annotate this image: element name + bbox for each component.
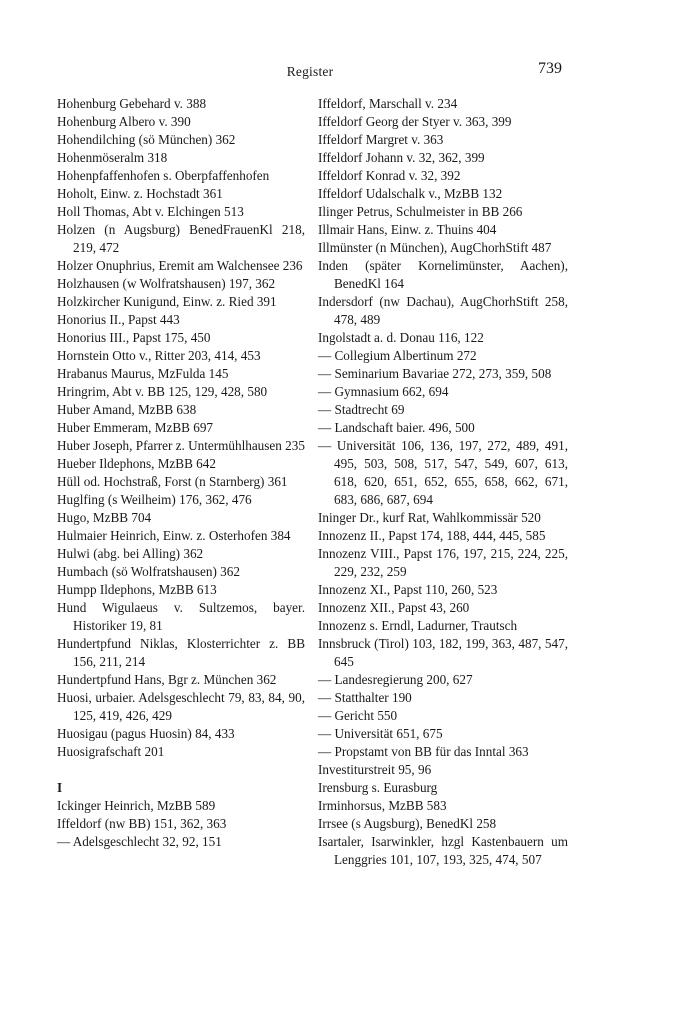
index-entry: Huber Emmeram, MzBB 697 — [57, 420, 214, 435]
index-entry: — Propstamt von BB für das Inntal 363 — [318, 744, 529, 759]
index-entry: Huglfing (s Weilheim) 176, 362, 476 — [57, 492, 252, 507]
index-entry: Irminhorsus, MzBB 583 — [318, 798, 447, 813]
index-entry: Holzen (n Augsburg) BenedFrauenKl 218, 219, 472 — [57, 222, 305, 255]
section-letter-heading: I — [57, 780, 63, 795]
index-entry: Hornstein Otto v., Ritter 203, 414, 453 — [57, 348, 261, 363]
index-entry: Hringrim, Abt v. BB 125, 129, 428, 580 — [57, 384, 268, 399]
index-entry: Holzhausen (w Wolfratshausen) 197, 362 — [57, 276, 276, 291]
index-entry: Holl Thomas, Abt v. Elchingen 513 — [57, 204, 244, 219]
index-entry: Iffeldorf Margret v. 363 — [318, 132, 444, 147]
index-entry: Iffeldorf, Marschall v. 234 — [318, 96, 458, 111]
index-entry: Hohenburg Albero v. 390 — [57, 114, 191, 129]
index-entry: — Landesregierung 200, 627 — [318, 672, 473, 687]
running-header-title: Register — [286, 64, 334, 79]
index-entry: Huosi, urbaier. Adelsgeschlecht 79, 83, 84, 90, 125, 419, 426, 429 — [57, 690, 305, 723]
index-entry: Innozenz VIII., Papst 176, 197, 215, 224, 225, 229, 232, 259 — [318, 546, 568, 579]
index-entry: Huber Amand, MzBB 638 — [57, 402, 197, 417]
index-entry: — Landschaft baier. 496, 500 — [318, 420, 475, 435]
index-entry: Hohenpfaffenhofen s. Oberpfaffenhofen — [57, 168, 270, 183]
index-entry: — Collegium Albertinum 272 — [318, 348, 477, 363]
index-entry: Hohendilching (sö München) 362 — [57, 132, 236, 147]
index-entry: Honorius III., Papst 175, 450 — [57, 330, 211, 345]
index-entry: Iffeldorf Johann v. 32, 362, 399 — [318, 150, 485, 165]
index-entry: Isartaler, Isarwinkler, hzgl Kastenbauern um Lenggries 101, 107, 193, 325, 474, 507 — [318, 834, 568, 867]
index-entry: — Universität 651, 675 — [318, 726, 443, 741]
index-entry: Irensburg s. Eurasburg — [318, 780, 438, 795]
index-entry: Ingolstadt a. d. Donau 116, 122 — [318, 330, 484, 345]
index-entry: Illmair Hans, Einw. z. Thuins 404 — [318, 222, 497, 237]
index-entry: Hohenmöseralm 318 — [57, 150, 168, 165]
index-entry: Ilinger Petrus, Schulmeister in BB 266 — [318, 204, 523, 219]
index-entry: Hoholt, Einw. z. Hochstadt 361 — [57, 186, 223, 201]
index-entry: Hund Wigulaeus v. Sultzemos, bayer. Historiker 19, 81 — [57, 600, 305, 633]
index-entry: Hohenburg Gebehard v. 388 — [57, 96, 207, 111]
index-entry: Investiturstreit 95, 96 — [318, 762, 432, 777]
index-entry: Iffeldorf (nw BB) 151, 362, 363 — [57, 816, 227, 831]
index-entry: — Gymnasium 662, 694 — [318, 384, 449, 399]
index-entry: Indersdorf (nw Dachau), AugChorhStift 258, 478, 489 — [318, 294, 568, 327]
page-number: 739 — [538, 60, 562, 77]
index-entry: Hugo, MzBB 704 — [57, 510, 152, 525]
index-entry: — Adelsgeschlecht 32, 92, 151 — [57, 834, 222, 849]
index-entry: Innozenz XI., Papst 110, 260, 523 — [318, 582, 498, 597]
index-entry: Huosigrafschaft 201 — [57, 744, 165, 759]
index-entry: — Statthalter 190 — [318, 690, 412, 705]
index-entry: Ininger Dr., kurf Rat, Wahlkommissär 520 — [318, 510, 541, 525]
right-column — [318, 95, 568, 869]
index-entry: Humpp Ildephons, MzBB 613 — [57, 582, 217, 597]
index-entry: Hundertpfund Hans, Bgr z. München 362 — [57, 672, 277, 687]
index-entry: Humbach (sö Wolfratshausen) 362 — [57, 564, 240, 579]
index-entry: Hundertpfund Niklas, Klosterrichter z. BB 156, 211, 214 — [57, 636, 305, 669]
index-entry: Illmünster (n München), AugChorhStift 487 — [318, 240, 552, 255]
index-entry: — Stadtrecht 69 — [318, 402, 405, 417]
index-entry: — Seminarium Bavariae 272, 273, 359, 508 — [318, 366, 552, 381]
index-entry: Huosigau (pagus Huosin) 84, 433 — [57, 726, 235, 741]
index-entry: Hulwi (abg. bei Alling) 362 — [57, 546, 204, 561]
index-entry: Iffeldorf Udalschalk v., MzBB 132 — [318, 186, 503, 201]
index-entry: Innsbruck (Tirol) 103, 182, 199, 363, 487, 547, 645 — [318, 636, 568, 669]
index-entry: Iffeldorf Konrad v. 32, 392 — [318, 168, 461, 183]
index-entry: Innozenz s. Erndl, Ladurner, Trautsch — [318, 618, 518, 633]
index-entry: Ickinger Heinrich, MzBB 589 — [57, 798, 216, 813]
index-entry: — Gericht 550 — [318, 708, 398, 723]
index-entry: Hueber Ildephons, MzBB 642 — [57, 456, 216, 471]
index-entry: Holzer Onuphrius, Eremit am Walchensee 236 — [57, 258, 303, 273]
index-entry: Huber Joseph, Pfarrer z. Untermühlhausen 235 — [57, 438, 305, 453]
index-entry: Iffeldorf Georg der Styer v. 363, 399 — [318, 114, 512, 129]
index-entry: Inden (später Kornelimünster, Aachen), BenedKl 164 — [318, 258, 568, 291]
index-entry: Irrsee (s Augsburg), BenedKl 258 — [318, 816, 497, 831]
index-entry: Hulmaier Heinrich, Einw. z. Osterhofen 384 — [57, 528, 291, 543]
index-entry: Holzkircher Kunigund, Einw. z. Ried 391 — [57, 294, 277, 309]
index-entry: Innozenz II., Papst 174, 188, 444, 445, 585 — [318, 528, 546, 543]
index-entry: Honorius II., Papst 443 — [57, 312, 180, 327]
index-entry: — Universität 106, 136, 197, 272, 489, 491, 495, 503, 508, 517, 547, 549, 607, 613, 618, 620, 651, 652, 655, 658, 662, 671, 683, 686, 687, 694 — [318, 438, 568, 507]
index-entry: Hüll od. Hochstraß, Forst (n Starnberg) 361 — [57, 474, 288, 489]
index-entry: Innozenz XII., Papst 43, 260 — [318, 600, 470, 615]
left-column — [57, 95, 305, 851]
index-entry: Hrabanus Maurus, MzFulda 145 — [57, 366, 229, 381]
